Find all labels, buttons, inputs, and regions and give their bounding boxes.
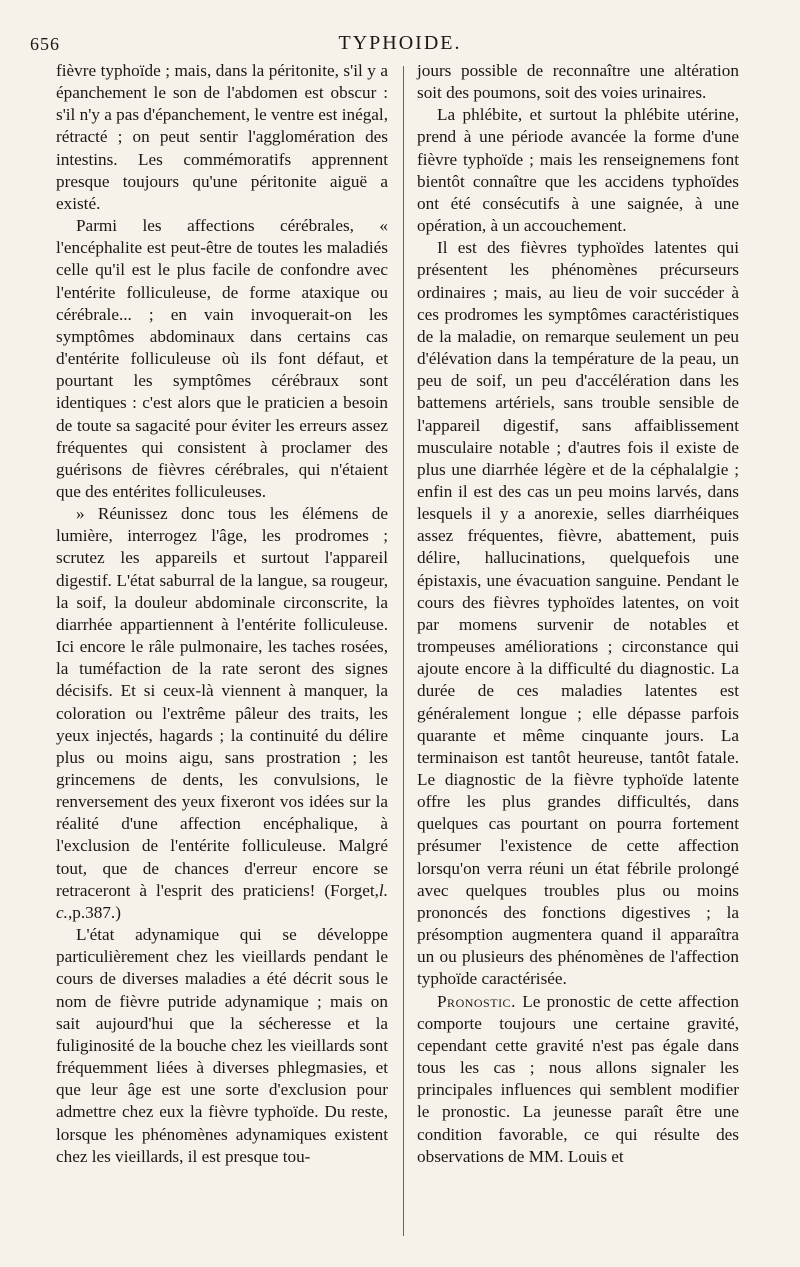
right-paragraph-3: Il est des fièvres typhoïdes latentes qui présentent les phénomènes précurseurs ordinaires ; mais, au lieu de voir succéder à ces prodromes les symptômes caractéristiques de la maladie, on remarque seulement un peu d'élévation dans la température de la peau, un peu de soif, un peu d'accélération dans les battemens artériels, sans trouble sensible de l'appareil digestif, sans affaiblissement musculaire notable ; d'autres fois il existe de plus une diarrhée légère et de la céphalalgie ; enfin il est des cas un peu moins larvés, dans lesquels il y a anorexie, selles diarrhéiques assez fréquentes, fièvre, abattement, puis délire, hallucinations, quelquefois une épistaxis, une évacuation sanguine. Pendant le cours des fièvres typhoïdes latentes, on voit par momens survenir de notables et trompeuses améliorations ; circonstance qui ajoute encore à la difficulté du diagnostic. La durée de ces maladies latentes est généralement longue ; elle dépasse parfois quarante et même cinquante jours. La terminaison est tantôt heureuse, tantôt fatale. Le diagnostic de la fièvre typhoïde latente offre les plus grandes difficultés, dans quelques cas pourtant on pourra fortement présumer l'existence de cette affection lorsqu'on verra réuni un état fébrile prolongé avec quelques troubles plus ou moins prononcés des fonctions digestives ; la présomption augmentera quand il apparaîtra un ou plusieurs des phénomènes de l'affection typhoïde caractérisée. xyxy=(417,238,739,989)
page-number: 656 xyxy=(30,34,60,54)
running-title: TYPHOIDE. xyxy=(338,32,462,54)
column-rule xyxy=(403,66,404,1236)
left-paragraph-3 xyxy=(56,503,388,924)
left-paragraph-3-text: » Réunissez donc tous les élémens de lumière, interrogez l'âge, les prodromes ; scrutez les appareils et surtout l'appareil digestif. L'état saburral de la langue, sa rougeur, la soif, la douleur abdominale circonscrite, la diarrhée appartiennent à l'entérite folliculeuse. Ici encore le râle pulmonaire, les taches rosées, la tuméfaction de la rate seront des signes décisifs. Et si ceux-là viennent à manquer, la coloration ou l'extrême pâleur des traits, les yeux injectés, hagards ; la continuité du délire plus ou moins aigu, sans prostration ; les grincemens de dents, les convulsions, le renversement des yeux fixeront vos idées sur la réalité d'une affection encéphalique, à l'exclusion de l'entérite folliculeuse. Malgré tout, que de chances d'erreur encore se retraceront à l'esprit des praticiens! (Forget, xyxy=(56,504,388,900)
right-paragraph-4 xyxy=(417,991,739,1168)
left-paragraph-1: fièvre typhoïde ; mais, dans la péritonite, s'il y a épanchement le son de l'abdomen est obscur : s'il n'y a pas d'épanchement, le ventre est inégal, rétracté ; on peut sentir l'agglomération des intestins. Les commémoratifs apprennent presque toujours qu'une péritonite aiguë a existé. xyxy=(56,61,388,213)
right-paragraph-1: jours possible de reconnaître une altération soit des poumons, soit des voies urinaires. xyxy=(417,61,739,103)
right-column xyxy=(417,60,739,1168)
left-column xyxy=(56,60,388,1168)
right-paragraph-2: La phlébite, et surtout la phlébite utérine, prend à une période avancée la forme d'une fièvre typhoïde ; mais les renseignemens font bientôt connaître que les accidens typhoïdes ont été consécutifs à une saignée, à une opération, à un accouchement. xyxy=(417,105,739,236)
left-paragraph-2: Parmi les affections cérébrales, « l'encéphalite est peut-être de toutes les maladiés celle qu'il est le plus facile de confondre avec l'entérite folliculeuse, de forme ataxique ou cérébrale... ; en vain invoquerait-on les symptômes abdominaux dans certains cas d'entérite folliculeuse où ils font défaut, et pourtant les symptômes cérébraux sont identiques : c'est alors que le praticien a besoin de toute sa sagacité pour éviter les erreurs assez fréquentes qui consistent à proclamer des guérisons de fièvres cérébrales, qui n'étaient que des entérites folliculeuses. xyxy=(56,216,388,501)
right-paragraph-4-text: Le pronostic de cette affection comporte toujours une certaine gravité, cependant cette gravité n'est pas égale dans tous les cas ; nous allons signaler les principales influences qui semblent modifier le pronostic. La jeunesse paraît être une condition favorable, ce qui résulte des observations de MM. Louis et xyxy=(417,991,739,1166)
citation-page: ,p.387.) xyxy=(67,902,121,922)
left-paragraph-4: L'état adynamique qui se développe particulièrement chez les vieillards pendant le cours de diverses maladies a été décrit sous le nom de fièvre putride adynamique ; mais on sait aujourd'hui que la sécheresse et la fuliginosité de la bouche chez les vieillards sont fréquemment liées à diverses phlegmasies, et que leur âge est une sorte d'exclusion pour admettre chez eux la fièvre typhoïde. Du reste, lorsque les phénomènes adynamiques existent chez les vieillards, il est presque tou- xyxy=(56,925,388,1166)
section-heading-pronostic: Pronostic. xyxy=(437,991,516,1011)
citation-abbrev: l. c. xyxy=(56,880,388,922)
